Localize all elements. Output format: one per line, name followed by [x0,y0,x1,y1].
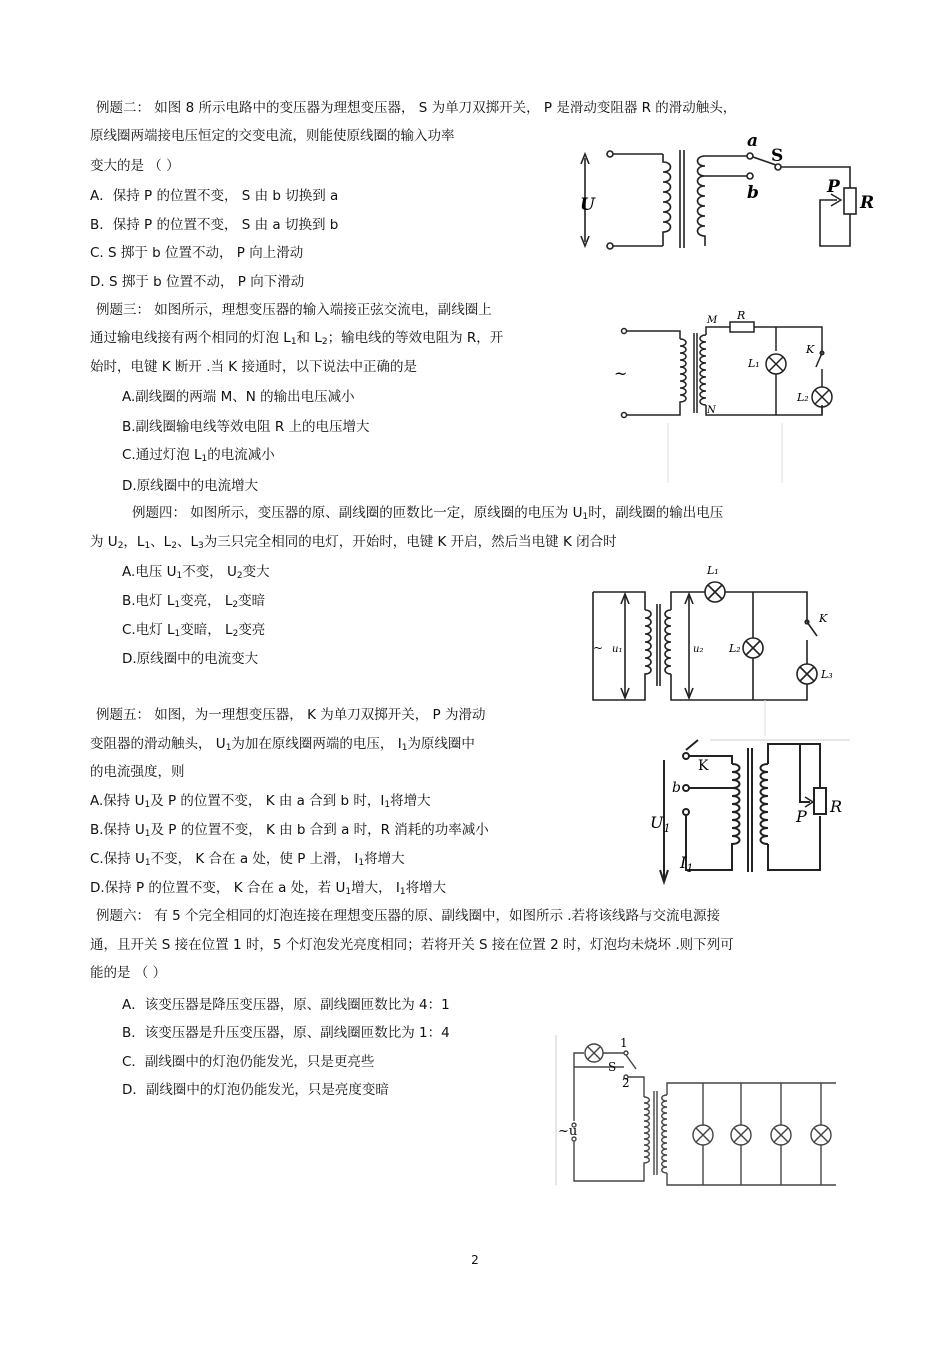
ex6-option-b: B．该变压器是升压变压器，原、副线圈匝数比为 1：4 [122,1025,450,1041]
ex2-line1: 例题二： 如图 8 所示电路中的变压器为理想变压器， S 为单刀双掷开关， P 是滑动变阻器 R 的滑动触头， [96,100,737,116]
ex5-option-b: B.保持 $U_1$及 P 的位置不变， K 由 b 合到 a 时，R 消耗的功率减小 [90,822,489,839]
ex3-option-b: B.副线圈输电线等效电阻 R 上的电压增大 [122,419,370,435]
ex6-label-u: ~u [558,1124,578,1139]
ex3-option-c: C.通过灯泡 $L_1$的电流减小 [122,447,275,464]
ex4-label-l3: L₃ [821,668,833,681]
ex5-circuit-figure [650,730,860,890]
ex4-label-l1: L₁ [707,564,719,577]
ex5-line3: 的电流强度，则 [90,764,185,780]
ex4-option-b: B.电灯 $L_1$变亮， $L_2$变暗 [122,593,266,610]
ex2-label-u: U [580,195,595,215]
ex2-option-b: B．保持 P 的位置不变， S 由 a 切换到 b [90,217,339,233]
ex3-option-a: A.副线圈的两端 M、N 的输出电压减小 [122,389,355,405]
ex4-circuit-figure [585,560,835,705]
ex3-label-l2: L₂ [797,391,809,404]
ex2-label-a: a [747,131,759,151]
ex5-label-b: b [672,780,681,796]
ex5-label-r: R [830,797,843,816]
ex4-line1: 例题四： 如图所示，变压器的原、副线圈的匝数比一定，原线圈的电压为 $U_1$时，副线圈的输出电压 [132,505,724,522]
ex2-label-s: S [771,146,784,166]
ex4-label-k: K [819,612,828,625]
ex4-label-u2: u₂ [693,644,704,655]
ex5-option-a: A.保持 $U_1$及 P 的位置不变， K 由 a 合到 b 时，$I_1$将增大 [90,793,431,810]
ex5-label-u1: $U_1$ [650,813,671,835]
ex3-label-n: N [707,405,716,416]
ex6-option-d: D．副线圈中的灯泡仍能发光，只是亮度变暗 [122,1082,389,1098]
ex5-line1: 例题五： 如图，为一理想变压器， K 为单刀双掷开关， P 为滑动 [96,707,486,723]
ex6-option-c: C．副线圈中的灯泡仍能发光，只是更亮些 [122,1054,375,1070]
ex2-label-r: R [860,193,875,213]
page-number: 2 [471,1253,479,1267]
ex5-label-p: P [796,807,807,826]
ex5-option-c: C.保持 $U_1$不变， K 合在 a 处，使 P 上滑， $I_1$将增大 [90,851,405,868]
ex4-label-u1: u₁ [612,644,623,655]
ex6-line1: 例题六： 有 5 个完全相同的灯泡连接在理想变压器的原、副线圈中，如图所示 .若将该线路与交流电源接 [96,908,721,924]
ex2-label-p: P [827,177,840,197]
ex3-line2: 通过输电线接有两个相同的灯泡 $L_1$和 $L_2$；输电线的等效电阻为 R，开 [90,330,504,347]
ex2-option-c: C. S 掷于 b 位置不动， P 向上滑动 [90,245,304,261]
ex4-option-d: D.原线圈中的电流变大 [122,651,259,667]
ex6-label-2: 2 [622,1076,630,1090]
ex4-label-ac: ~ [593,641,604,655]
ex6-line2: 通，且开关 S 接在位置 1 时，5 个灯泡发光亮度相同；若将开关 S 接在位置 2 时，灯泡均未烧坏 .则下列可 [90,937,734,953]
ex2-option-a: A．保持 P 的位置不变， S 由 b 切换到 a [90,188,339,204]
ex3-label-m: M [707,315,718,326]
ex4-line2: 为 $U_2$，$L_1$、$L_2$、$L_3$为三只完全相同的电灯，开始时，电键 K 开启，然后当电键 K 闭合时 [90,534,617,551]
ex3-line3: 始时，电键 K 断开 .当 K 接通时，以下说法中正确的是 [90,359,417,375]
ex6-line3: 能的是 （ ） [90,965,167,981]
ex3-label-ac: ~ [614,364,628,383]
ex5-label-k: K [698,758,709,774]
ex6-circuit-figure [548,1035,843,1195]
ex5-option-d: D.保持 P 的位置不变， K 合在 a 处，若 $U_1$增大， $I_1$将增大 [90,880,447,897]
ex6-label-1: 1 [620,1036,628,1050]
ex4-option-a: A.电压 $U_1$不变， $U_2$变大 [122,564,270,581]
ex6-label-s: S [608,1060,617,1074]
ex4-label-l2: L₂ [729,642,741,655]
ex5-label-i1: $I_1$ [680,853,694,875]
ex2-line2: 原线圈两端接电压恒定的交变电流，则能使原线圈的输入功率 [90,128,455,144]
ex3-option-d: D.原线圈中的电流增大 [122,478,259,494]
ex3-line1: 例题三： 如图所示，理想变压器的输入端接正弦交流电，副线圈上 [96,302,492,318]
ex2-circuit-figure [575,128,875,253]
ex2-option-d: D. S 掷于 b 位置不动， P 向下滑动 [90,274,305,290]
ex2-label-b: b [747,183,759,203]
ex3-label-l1: L₁ [748,357,760,370]
ex2-line3: 变大的是 （ ） [90,158,180,174]
ex3-label-k: K [806,343,815,356]
ex4-option-c: C.电灯 $L_1$变暗， $L_2$变亮 [122,622,266,639]
ex3-circuit-figure [610,305,840,485]
ex5-line2: 变阻器的滑动触头， $U_1$为加在原线圈两端的电压， $I_1$为原线圈中 [90,736,475,753]
ex6-option-a: A．该变压器是降压变压器，原、副线圈匝数比为 4：1 [122,997,450,1013]
ex3-label-r: R [737,309,746,322]
